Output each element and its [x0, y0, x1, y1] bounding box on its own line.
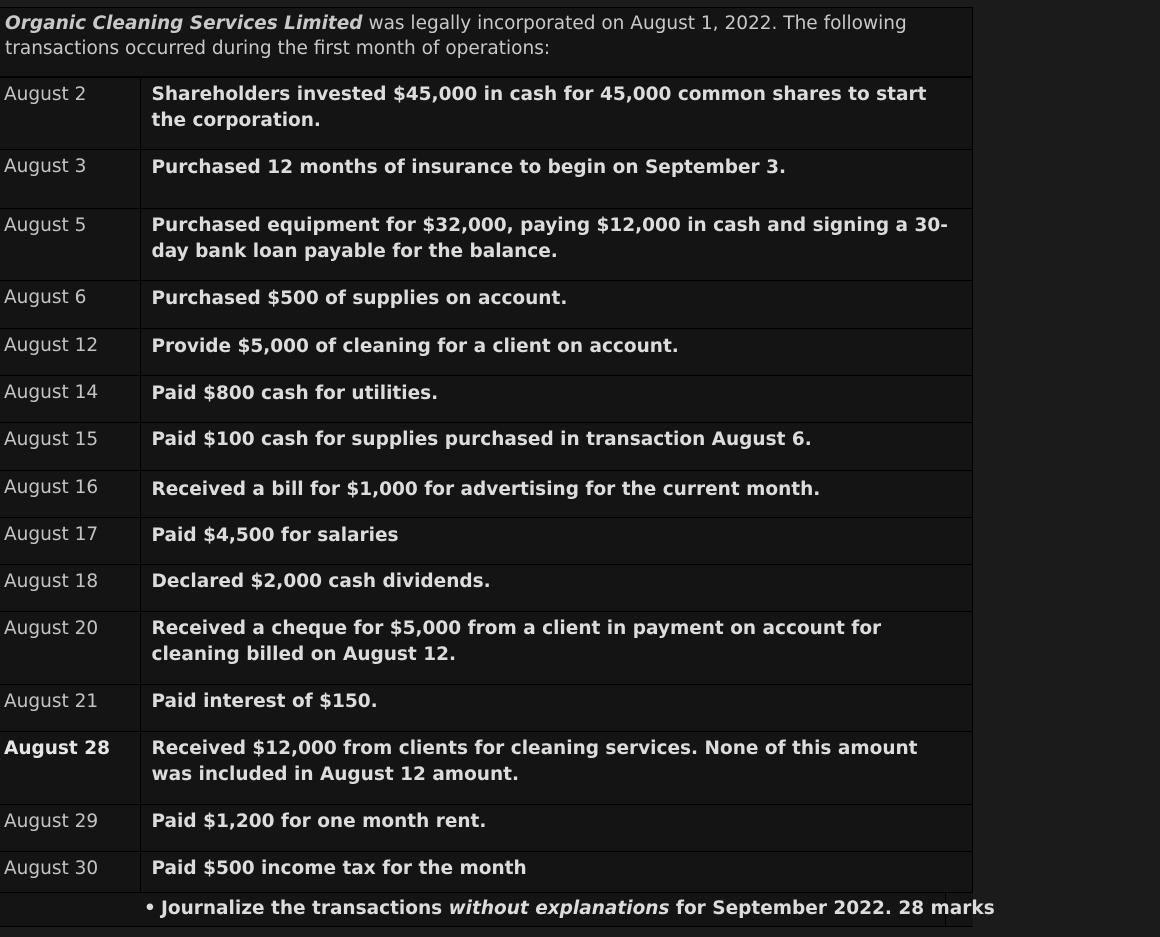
- bullet-icon: •: [144, 898, 156, 919]
- table-row: [0, 150, 973, 209]
- transaction-date: August 30: [0, 852, 140, 899]
- transaction-description: Purchased $500 of supplies on account.: [140, 281, 973, 329]
- transaction-date: August 15: [0, 423, 140, 471]
- transaction-date: August 20: [0, 612, 140, 685]
- document-body: [0, 7, 973, 899]
- instruction-part-1: Journalize the transactions: [161, 898, 449, 919]
- intro-paragraph: [0, 7, 973, 77]
- table-row: [0, 209, 973, 281]
- transaction-date: August 16: [0, 471, 140, 518]
- transaction-date: August 28: [0, 732, 140, 805]
- table-row: [0, 281, 973, 329]
- table-row: [0, 376, 973, 423]
- transaction-date: August 3: [0, 150, 140, 209]
- transaction-description: Received $12,000 from clients for cleaning services. None of this amount was included in August 12 amount.: [140, 732, 973, 805]
- transaction-description: Declared $2,000 cash dividends.: [140, 565, 973, 612]
- transaction-date: August 18: [0, 565, 140, 612]
- transaction-description: Received a cheque for $5,000 from a client in payment on account for cleaning billed on August 12.: [140, 612, 973, 685]
- intro-text: was legally incorporated on August 1, 2022. The following transactions occurred during the first month of operations:: [5, 13, 907, 59]
- table-row: [0, 805, 973, 852]
- table-row: [0, 471, 973, 518]
- table-row: [0, 423, 973, 471]
- transaction-description: Shareholders invested $45,000 in cash for 45,000 common shares to start the corporation.: [140, 78, 973, 150]
- table-row: [0, 518, 973, 565]
- transactions-table: [0, 77, 973, 899]
- transaction-date: August 12: [0, 329, 140, 376]
- table-row: [0, 565, 973, 612]
- transaction-description: Paid interest of $150.: [140, 685, 973, 732]
- transaction-description: Paid $800 cash for utilities.: [140, 376, 973, 423]
- transaction-date: August 17: [0, 518, 140, 565]
- instruction-emphasis: without explanations: [448, 898, 670, 919]
- table-row: [0, 78, 973, 150]
- transaction-description: Paid $500 income tax for the month: [140, 852, 973, 899]
- table-row: [0, 329, 973, 376]
- transaction-date: August 6: [0, 281, 140, 329]
- instruction-text: [140, 893, 995, 926]
- transaction-description: Paid $1,200 for one month rent.: [140, 805, 973, 852]
- transaction-description: Purchased equipment for $32,000, paying $12,000 in cash and signing a 30-day bank loan payable for the balance.: [140, 209, 973, 281]
- company-name: Organic Cleaning Services Limited: [5, 13, 363, 34]
- transaction-date: August 2: [0, 78, 140, 150]
- table-row: [0, 732, 973, 805]
- transaction-description: Purchased 12 months of insurance to begin on September 3.: [140, 150, 973, 209]
- transaction-description: Provide $5,000 of cleaning for a client on account.: [140, 329, 973, 376]
- transaction-date: August 14: [0, 376, 140, 423]
- transaction-date: August 5: [0, 209, 140, 281]
- transaction-description: Paid $4,500 for salaries: [140, 518, 973, 565]
- transaction-description: Received a bill for $1,000 for advertising for the current month.: [140, 471, 973, 518]
- instruction-part-3: for September 2022. 28 marks: [669, 898, 995, 919]
- table-row: [0, 612, 973, 685]
- transaction-description: Paid $100 cash for supplies purchased in transaction August 6.: [140, 423, 973, 471]
- table-row: [0, 685, 973, 732]
- instruction-row: [0, 892, 995, 927]
- transaction-date: August 21: [0, 685, 140, 732]
- transaction-date: August 29: [0, 805, 140, 852]
